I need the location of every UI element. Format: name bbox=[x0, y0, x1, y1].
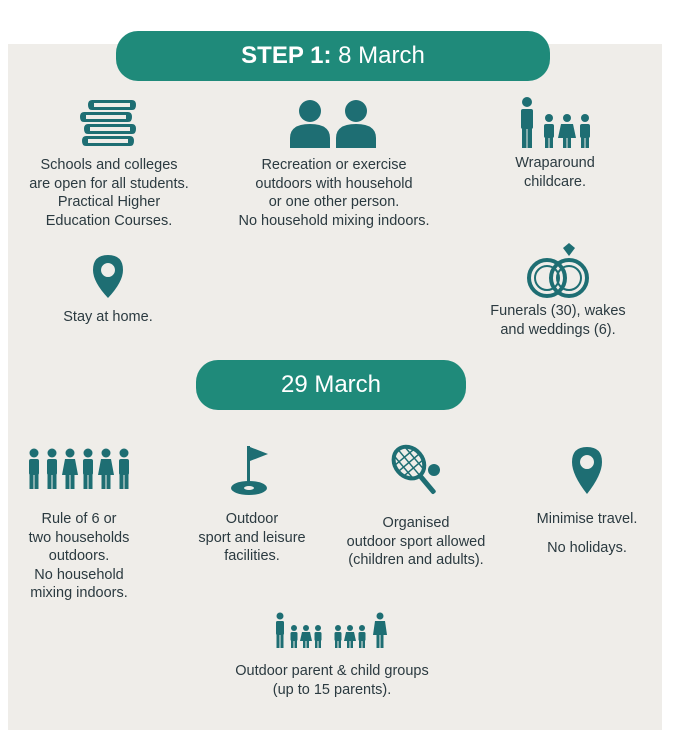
location-pin-icon bbox=[91, 254, 125, 300]
tennis-racket-icon bbox=[385, 442, 447, 500]
step1-banner bbox=[116, 31, 550, 81]
recreation-item bbox=[226, 98, 442, 230]
step1-banner-date: 8 March bbox=[338, 42, 425, 69]
location-pin-icon bbox=[570, 446, 604, 496]
rule-of-six-text: Rule of 6 or two households outdoors. No household mixing indoors. bbox=[28, 511, 130, 601]
two-people-icon bbox=[288, 98, 380, 150]
schools-text: Schools and colleges are open for all students. Practical Higher Education Courses. bbox=[29, 157, 189, 229]
recreation-note: No household mixing indoors. bbox=[238, 212, 430, 229]
organised-sport-text: Organised outdoor sport allowed (children and adults). bbox=[346, 515, 486, 568]
funerals-item bbox=[476, 242, 640, 339]
childcare-text: Wraparound childcare. bbox=[515, 155, 595, 190]
six-people-icon bbox=[26, 448, 132, 490]
family-icon bbox=[515, 96, 595, 150]
funerals-text: Funerals (30), wakes and weddings (6). bbox=[490, 303, 626, 338]
stay-home-item bbox=[40, 254, 176, 327]
step2-banner: 29 March bbox=[196, 360, 466, 410]
rule-of-six-item bbox=[14, 448, 144, 603]
outdoor-sport-text: Outdoor sport and leisure facilities. bbox=[198, 511, 306, 564]
minimise-travel-item bbox=[522, 446, 652, 557]
books-icon bbox=[78, 98, 140, 150]
minimise-travel-note: No holidays. bbox=[547, 539, 627, 556]
childcare-item bbox=[490, 96, 620, 191]
minimise-travel-text: Minimise travel. bbox=[536, 511, 638, 527]
parent-child-groups-icon bbox=[274, 612, 390, 650]
schools-item bbox=[14, 98, 204, 230]
recreation-text: Recreation or exercise outdoors with household or one other person. bbox=[255, 157, 413, 210]
outdoor-sport-item bbox=[186, 444, 318, 566]
parent-child-groups-text: Outdoor parent & child groups (up to 15 parents). bbox=[235, 663, 429, 698]
stay-home-text: Stay at home. bbox=[63, 309, 153, 325]
step1-banner-prefix: STEP 1: bbox=[241, 42, 332, 69]
parent-child-groups-item bbox=[222, 612, 442, 699]
organised-sport-item bbox=[338, 442, 494, 570]
golf-flag-icon bbox=[227, 444, 277, 498]
wedding-rings-icon bbox=[519, 242, 597, 300]
